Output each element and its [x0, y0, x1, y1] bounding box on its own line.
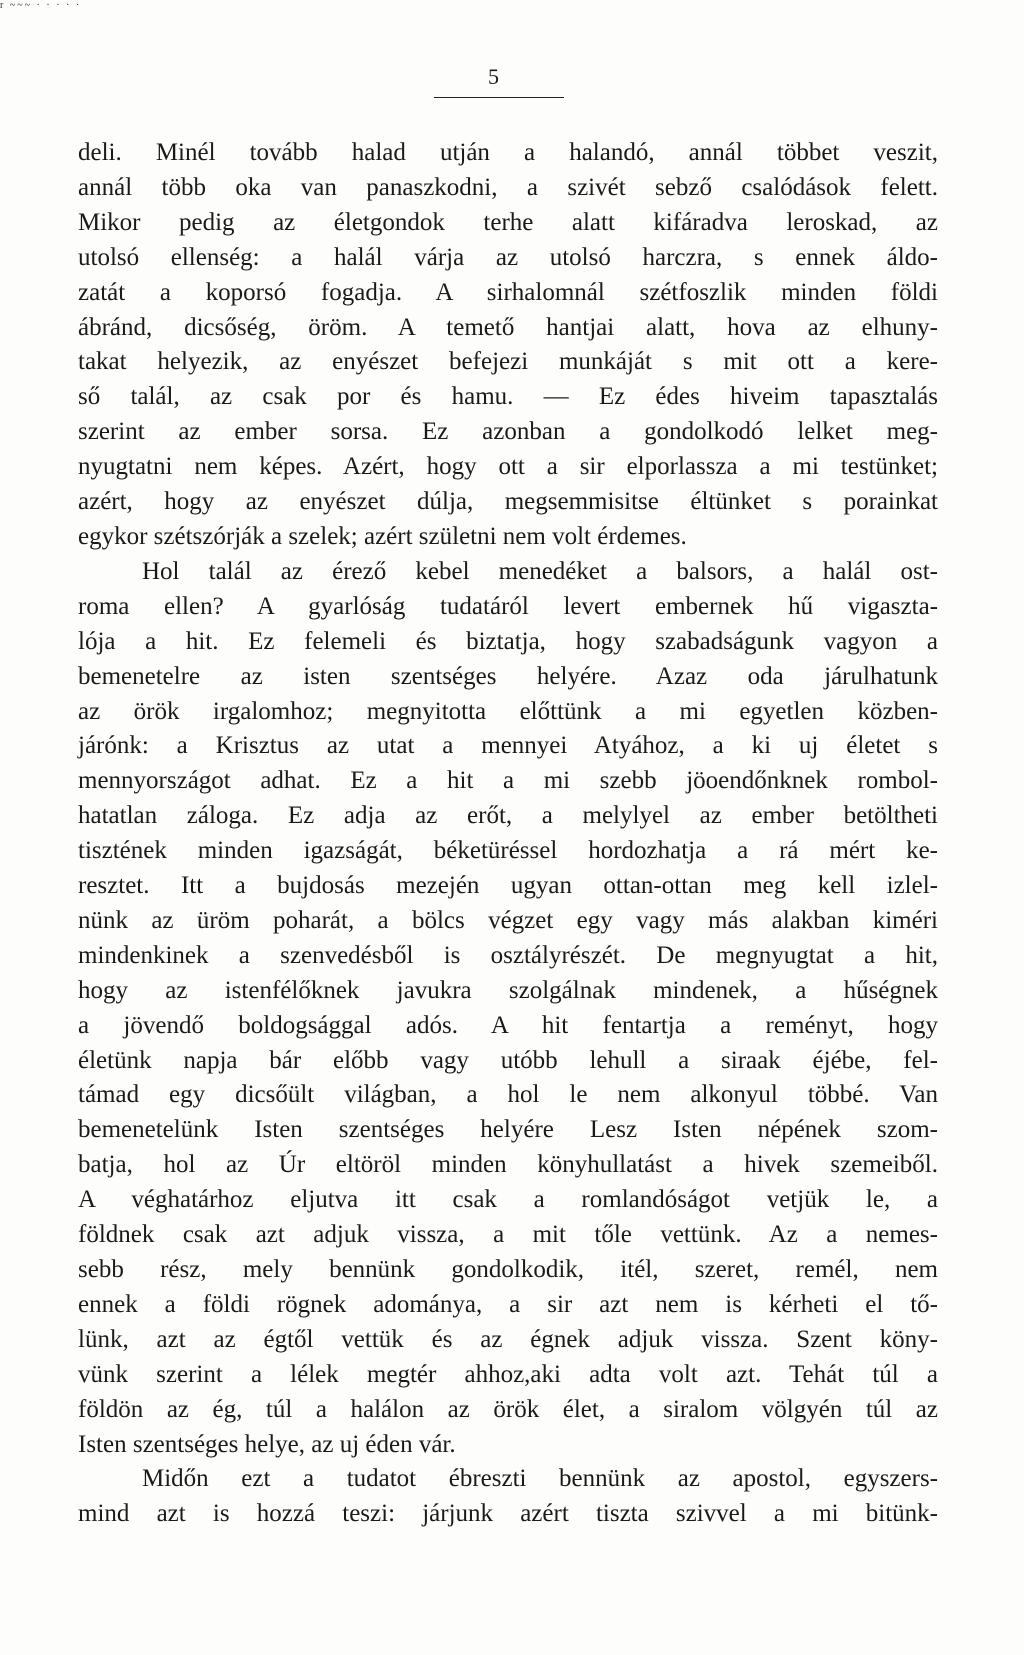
text-line: ábránd, dicsőség, öröm. A temető hantjai alatt, hova az elhuny- — [78, 313, 938, 341]
text-line: A véghatárhoz eljutva itt csak a romlandóságot vetjük le, a — [78, 1186, 938, 1214]
text-line: sebb rész, mely bennünk gondolkodik, itél, szeret, remél, nem — [78, 1256, 938, 1283]
text-line: tisztének minden igazságát, béketüréssel hordozhatja a rá mért ke- — [78, 837, 938, 865]
text-line: resztet. Itt a bujdosás mezején ugyan ottan-ottan meg kell izlel- — [78, 872, 938, 900]
text-line: lünk, azt az égtől vettük és az égnek adjuk vissza. Szent köny- — [78, 1325, 938, 1353]
text-line: mindenkinek a szenvedésből is osztályrészét. De megnyugtat a hit, — [78, 941, 938, 969]
text-line: annál több oka van panaszkodni, a szivét sebző csalódások felett. — [78, 173, 938, 201]
page-body — [78, 136, 938, 1532]
text-line: járónk: a Krisztus az utat a mennyei Atyához, a ki uj életet s — [78, 732, 938, 760]
text-line: utolsó ellenség: a halál várja az utolsó harczra, s ennek áldo- — [78, 243, 938, 271]
header-rule — [434, 97, 564, 98]
text-line: Midőn ezt a tudatot ébreszti bennünk az apostol, egyszers- — [142, 1465, 938, 1493]
text-line: mennyországot adhat. Ez a hit a mi szebb jöoendőnknek rombol- — [78, 767, 938, 795]
scan-corner-mark: r ~~~ · · · · · — [0, 0, 82, 11]
text-line: földnek csak azt adjuk vissza, a mit tőle vettünk. Az a nemes- — [78, 1221, 938, 1249]
text-line: Hol talál az érező kebel menedéket a balsors, a halál ost- — [142, 557, 938, 585]
text-line: Isten szentséges helye, az uj éden vár. — [78, 1430, 456, 1458]
text-line: takat helyezik, az enyészet befejezi munkáját s mit ott a kere- — [78, 348, 938, 376]
text-line: az örök irgalomhoz; megnyitotta előttünk a mi egyetlen közben- — [78, 697, 938, 725]
text-line: batja, hol az Úr eltöröl minden könyhullatást a hivek szemeiből. — [78, 1151, 938, 1179]
paragraph — [78, 136, 938, 555]
text-line: nünk az üröm poharát, a bölcs végzet egy vagy más alakban kiméri — [78, 906, 938, 934]
text-line: lója a hit. Ez felemeli és biztatja, hogy szabadságunk vagyon a — [78, 627, 938, 655]
text-line: szerint az ember sorsa. Ez azonban a gondolkodó lelket meg- — [78, 418, 938, 446]
text-line: bemenetelre az isten szentséges helyére. Azaz oda járulhatunk — [78, 662, 938, 690]
text-line: hatatlan záloga. Ez adja az erőt, a melylyel az ember betöltheti — [78, 802, 938, 830]
text-line: mind azt is hozzá teszi: járjunk azért tiszta szivvel a mi bitünk- — [78, 1500, 938, 1528]
text-line: ennek a földi rögnek adománya, a sir azt nem is kérheti el tő- — [78, 1290, 938, 1318]
text-line: bemenetelünk Isten szentséges helyére Lesz Isten népének szom- — [78, 1116, 938, 1144]
text-line: életünk napja bár előbb vagy utóbb lehull a siraak éjébe, fel- — [78, 1046, 938, 1074]
text-line: földön az ég, túl a halálon az örök élet, a siralom völgyén túl az — [78, 1395, 938, 1423]
text-line: hogy az istenfélőknek javukra szolgálnak mindenek, a hűségnek — [78, 976, 938, 1004]
text-line: ső talál, az csak por és hamu. — Ez édes hiveim tapasztalás — [78, 383, 938, 411]
page-number: 5 — [488, 64, 499, 89]
paragraph — [78, 555, 938, 1463]
text-line: zatát a koporsó fogadja. A sirhalomnál szétfoszlik minden földi — [78, 278, 938, 306]
text-line: deli. Minél tovább halad utján a halandó, annál többet veszit, — [78, 139, 938, 166]
text-line: Mikor pedig az életgondok terhe alatt kifáradva leroskad, az — [78, 208, 938, 236]
text-line: egykor szétszórják a szelek; azért születni nem volt érdemes. — [78, 522, 687, 550]
paragraph — [78, 1462, 938, 1532]
text-line: azért, hogy az enyészet dúlja, megsemmisitse éltünket s porainkat — [78, 488, 938, 516]
text-line: támad egy dicsőült világban, a hol le nem alkonyul többé. Van — [78, 1081, 938, 1109]
text-line: a jövendő boldogsággal adós. A hit fentartja a reményt, hogy — [78, 1011, 938, 1039]
text-line: roma ellen? A gyarlóság tudatáról levert embernek hű vigaszta- — [78, 592, 938, 620]
text-line: vünk szerint a lélek megtér ahhoz,aki adta volt azt. Tehát túl a — [78, 1360, 938, 1388]
text-line: nyugtatni nem képes. Azért, hogy ott a sir elporlassza a mi testünket; — [78, 453, 938, 481]
